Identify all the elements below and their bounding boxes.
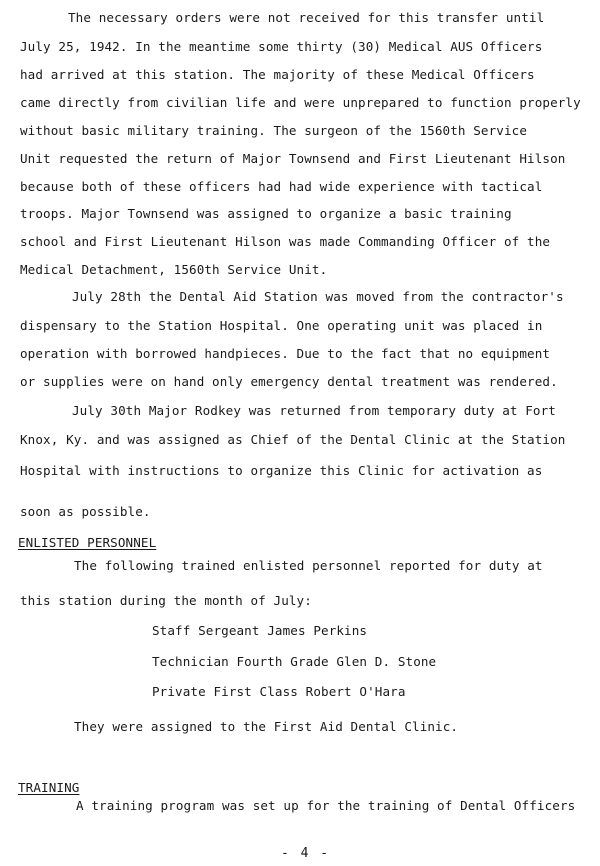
paragraph-2-line-1: July 28th the Dental Aid Station was moved from the contractor's <box>72 289 564 304</box>
enlisted-intro-line-2: this station during the month of July: <box>20 593 312 608</box>
paragraph-1-line-10: Medical Detachment, 1560th Service Unit. <box>20 262 328 277</box>
training-heading: TRAINING <box>18 780 80 795</box>
paragraph-3-line-1: July 30th Major Rodkey was returned from temporary duty at Fort <box>72 403 556 418</box>
paragraph-3-line-4: soon as possible. <box>20 504 151 519</box>
training-text: A training program was set up for the training of Dental Officers <box>76 798 576 813</box>
personnel-item-2: Technician Fourth Grade Glen D. Stone <box>152 654 437 669</box>
paragraph-1-line-9: school and First Lieutenant Hilson was made Commanding Officer of the <box>20 234 551 249</box>
paragraph-1-line-7: because both of these officers had had wide experience with tactical <box>20 179 543 194</box>
paragraph-1-line-6: Unit requested the return of Major Townsend and First Lieutenant Hilson <box>20 151 566 166</box>
enlisted-closing: They were assigned to the First Aid Dental Clinic. <box>74 719 459 734</box>
paragraph-1-line-3: had arrived at this station. The majority of these Medical Officers <box>20 67 535 82</box>
paragraph-2-line-3: operation with borrowed handpieces. Due to the fact that no equipment <box>20 346 551 361</box>
paragraph-1-line-8: troops. Major Townsend was assigned to organize a basic training <box>20 206 512 221</box>
paragraph-1-line-1: The necessary orders were not received for this transfer until <box>68 10 545 25</box>
enlisted-intro-line-1: The following trained enlisted personnel reported for duty at <box>74 558 543 573</box>
paragraph-3-line-3: Hospital with instructions to organize this Clinic for activation as <box>20 463 543 478</box>
paragraph-3-line-2: Knox, Ky. and was assigned as Chief of the Dental Clinic at the Station <box>20 432 566 447</box>
enlisted-personnel-heading: ENLISTED PERSONNEL <box>18 535 157 550</box>
paragraph-2-line-4: or supplies were on hand only emergency dental treatment was rendered. <box>20 374 558 389</box>
paragraph-1-line-4: came directly from civilian life and were unprepared to function properly <box>20 95 581 110</box>
paragraph-2-line-2: dispensary to the Station Hospital. One operating unit was placed in <box>20 318 543 333</box>
paragraph-1-line-2: July 25, 1942. In the meantime some thirty (30) Medical AUS Officers <box>20 39 543 54</box>
personnel-item-3: Private First Class Robert O'Hara <box>152 684 406 699</box>
personnel-item-1: Staff Sergeant James Perkins <box>152 623 368 638</box>
page-number: - 4 - <box>281 846 331 861</box>
paragraph-1-line-5: without basic military training. The surgeon of the 1560th Service <box>20 123 528 138</box>
